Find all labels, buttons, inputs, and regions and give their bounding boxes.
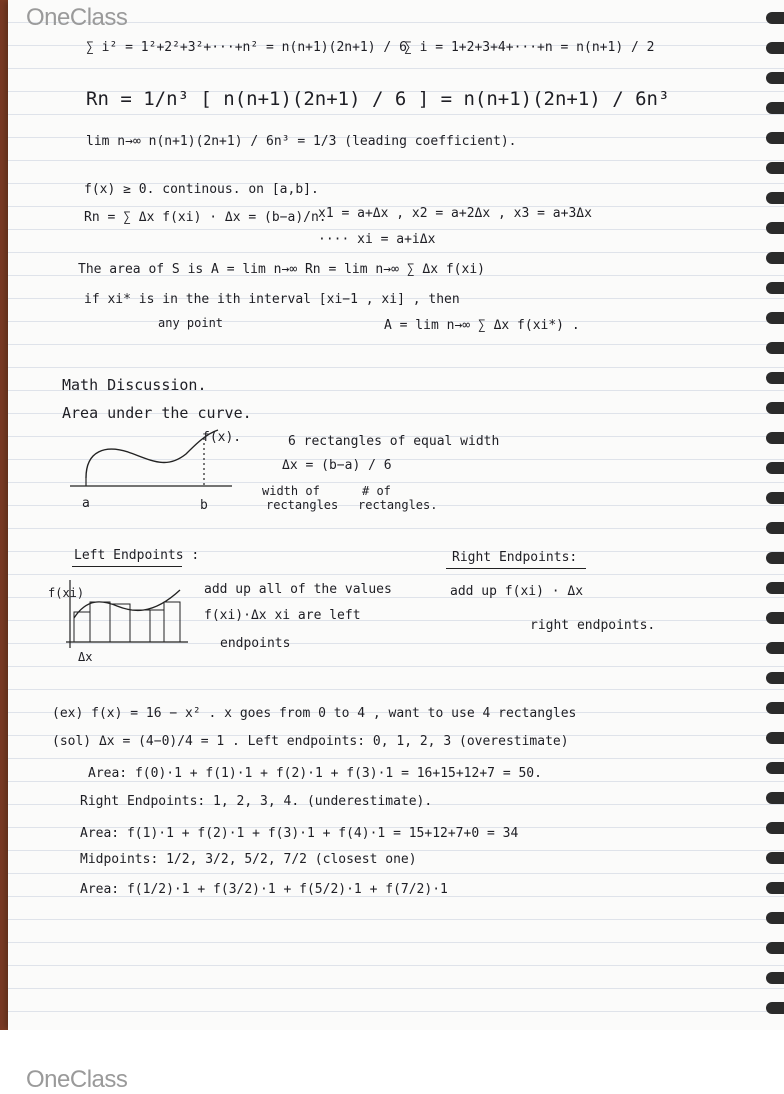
binding-ring <box>766 912 784 924</box>
right-endpoint-note-2: right endpoints. <box>530 618 656 633</box>
binding-ring <box>766 12 784 24</box>
delta-x-six: Δx = (b−a) / 6 <box>282 458 392 473</box>
binding-ring <box>766 522 784 534</box>
binding-ring <box>766 942 784 954</box>
curve <box>86 430 218 478</box>
right-area-calculation: Area: f(1)·1 + f(2)·1 + f(3)·1 + f(4)·1 = 15+12+7+0 = 34 <box>80 826 519 841</box>
binding-ring <box>766 192 784 204</box>
width-of-label: width of <box>262 484 320 498</box>
binding-ring <box>766 582 784 594</box>
rect-2 <box>90 602 110 642</box>
binding-ring <box>766 372 784 384</box>
rect-4 <box>130 610 150 642</box>
binding-ring <box>766 492 784 504</box>
binding-ring <box>766 552 784 564</box>
binding-ring <box>766 732 784 744</box>
binding-ring <box>766 102 784 114</box>
binding-ring <box>766 672 784 684</box>
six-rectangles-note: 6 rectangles of equal width <box>288 434 500 449</box>
binding-ring <box>766 432 784 444</box>
x-values-line: x1 = a+Δx , x2 = a+2Δx , x3 = a+3Δx <box>318 206 592 221</box>
binding-ring <box>766 462 784 474</box>
binding-ring <box>766 972 784 984</box>
fxi-axis-label: f(xi) <box>48 586 85 600</box>
left-endpoint-note-1: add up all of the values <box>204 582 392 597</box>
left-area-calculation: Area: f(0)·1 + f(1)·1 + f(2)·1 + f(3)·1 = 16+15+12+7 = 50. <box>88 766 542 781</box>
a-label: a <box>82 496 90 511</box>
binding-ring <box>766 342 784 354</box>
binding-ring <box>766 42 784 54</box>
rect-1 <box>74 612 90 642</box>
dx-axis-label: Δx <box>78 650 93 664</box>
left-endpoint-note-2: f(xi)·Δx xi are left <box>204 608 361 623</box>
b-label: b <box>200 498 208 513</box>
fx-label: f(x). <box>202 430 242 445</box>
logo-text-bottom: OneClass <box>26 1066 128 1093</box>
riemann-sum-definition: Rn = ∑ Δx f(xi) · Δx = (b−a)/n. <box>84 210 327 225</box>
binding-ring <box>766 882 784 894</box>
binding-ring <box>766 222 784 234</box>
binding-ring <box>766 792 784 804</box>
spiral-binding <box>764 0 784 1030</box>
binding-ring <box>766 132 784 144</box>
midpoints-line: Midpoints: 1/2, 3/2, 5/2, 7/2 (closest one) <box>80 852 417 867</box>
oneclass-logo-top <box>26 4 127 32</box>
binding-ring <box>766 822 784 834</box>
right-heading-underline <box>446 568 586 569</box>
right-endpoint-note-1: add up f(xi) · Δx <box>450 584 584 599</box>
binding-ring <box>766 642 784 654</box>
left-heading-underline <box>72 566 182 567</box>
binding-ring <box>766 72 784 84</box>
rect-5 <box>150 610 164 642</box>
binding-ring <box>766 282 784 294</box>
rectangles-label-1: rectangles <box>266 498 339 512</box>
sum-integers-formula: ∑ i = 1+2+3+4+···+n = n(n+1) / 2 <box>404 40 655 55</box>
area-limit-line: A = lim n→∞ ∑ Δx f(xi*) . <box>384 318 580 333</box>
right-endpoints-heading: Right Endpoints: <box>452 550 578 565</box>
rect-6 <box>164 602 180 642</box>
oneclass-logo-bottom <box>26 1066 127 1094</box>
limit-expression: lim n→∞ n(n+1)(2n+1) / 6n³ = 1/3 (leading coefficient). <box>86 134 517 149</box>
binding-ring <box>766 402 784 414</box>
condition-line: f(x) ≥ 0. continous. on [a,b]. <box>84 182 319 197</box>
logo-text-top: OneClass <box>26 4 128 31</box>
binding-ring <box>766 312 784 324</box>
area-definition-line: The area of S is A = lim n→∞ Rn = lim n→∞ ∑ Δx f(xi) <box>78 262 485 277</box>
left-endpoint-note-3: endpoints <box>220 636 291 651</box>
any-point-note: any point <box>158 316 224 330</box>
sample-point-line: if xi* is in the ith interval [xi−1 , xi] , then <box>84 292 460 307</box>
example-problem: (ex) f(x) = 16 − x² . x goes from 0 to 4 , want to use 4 rectangles <box>52 706 577 721</box>
right-endpoints-line: Right Endpoints: 1, 2, 3, 4. (underestimate). <box>80 794 433 809</box>
rectangles-label-2: rectangles. <box>358 498 438 512</box>
binding-ring <box>766 252 784 264</box>
xi-general-line: ···· xi = a+iΔx <box>318 232 436 247</box>
binding-ring <box>766 162 784 174</box>
math-discussion-heading: Math Discussion. <box>62 376 207 394</box>
binding-ring <box>766 702 784 714</box>
binding-ring <box>766 762 784 774</box>
sum-squares-formula: ∑ i² = 1²+2²+3²+···+n² = n(n+1)(2n+1) / 6 <box>86 40 407 55</box>
binding-ring <box>766 1002 784 1014</box>
binding-ring <box>766 852 784 864</box>
number-of-label: # of <box>362 484 391 498</box>
area-under-curve-heading: Area under the curve. <box>62 404 252 422</box>
rn-expression: Rn = 1/n³ [ n(n+1)(2n+1) / 6 ] = n(n+1)(2n+1) / 6n³ <box>86 88 670 110</box>
midpoint-area-calculation: Area: f(1/2)·1 + f(3/2)·1 + f(5/2)·1 + f(7/2)·1 <box>80 882 448 897</box>
left-endpoints-heading: Left Endpoints : <box>74 548 200 563</box>
solution-left-endpoints: (sol) Δx = (4−0)/4 = 1 . Left endpoints: 0, 1, 2, 3 (overestimate) <box>52 734 569 749</box>
binding-ring <box>766 612 784 624</box>
